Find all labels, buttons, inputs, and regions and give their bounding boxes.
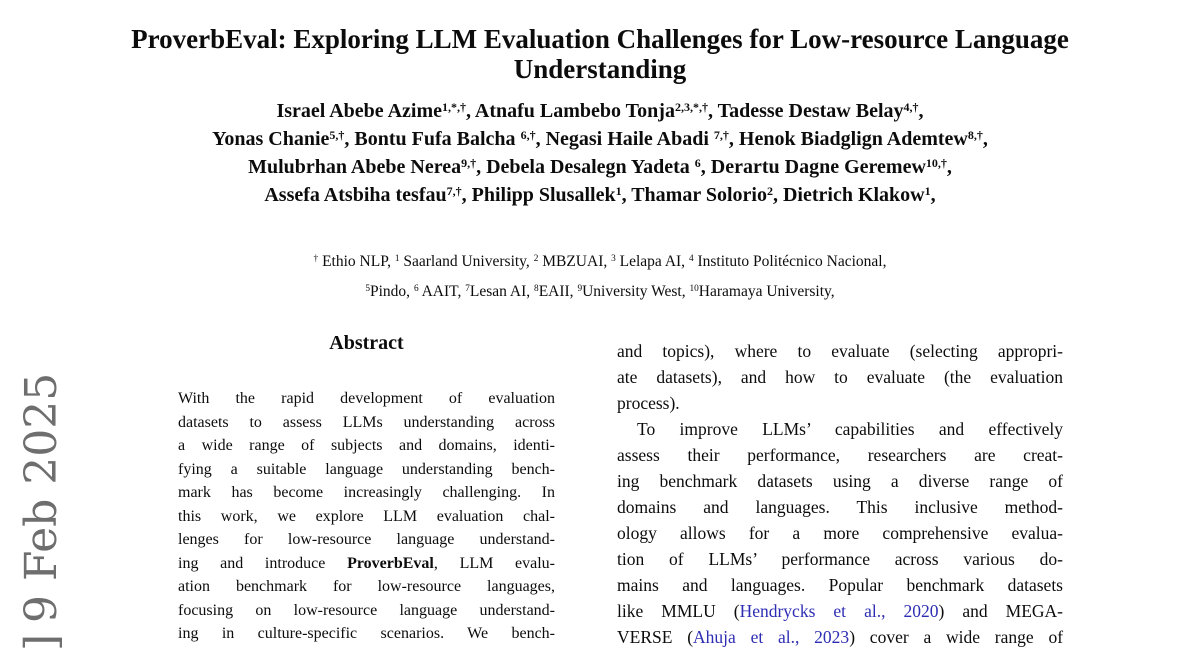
text-span: , Bontu Fufa Balcha xyxy=(344,128,521,150)
text-span: , xyxy=(946,156,952,178)
arxiv-stamp-bracket: ] xyxy=(16,633,67,651)
arxiv-stamp-date: 9 Feb 2025 xyxy=(16,372,67,623)
superscript-marker: 8 xyxy=(534,284,539,295)
body-line xyxy=(617,338,1063,364)
superscript-marker: 1 xyxy=(924,184,931,198)
text-span: mark has become increasingly challenging. In xyxy=(178,484,555,501)
text-span: , Debela Desalegn Yadeta xyxy=(476,156,695,178)
abstract-line xyxy=(178,505,555,529)
body-line xyxy=(617,442,1063,468)
superscript-marker: 7 xyxy=(465,284,470,295)
abstract-line xyxy=(178,528,555,552)
text-span: Yonas Chanie xyxy=(212,128,330,150)
author-line xyxy=(80,125,1120,153)
abstract-text xyxy=(178,387,555,646)
abstract-line xyxy=(178,411,555,435)
body-line xyxy=(617,416,1063,442)
text-span: University West, xyxy=(582,283,690,300)
superscript-marker: 5 xyxy=(365,284,370,295)
body-line xyxy=(617,364,1063,390)
abstract-line xyxy=(178,599,555,623)
body-line xyxy=(617,546,1063,572)
body-line xyxy=(617,468,1063,494)
text-span: ) cover a wide range of xyxy=(849,627,1064,647)
text-span: , xyxy=(930,184,936,206)
text-span: process). xyxy=(617,393,680,413)
author-line xyxy=(80,97,1120,125)
text-span: VERSE ( xyxy=(617,627,694,647)
abstract-line xyxy=(178,387,555,411)
superscript-marker: 9,† xyxy=(461,156,477,170)
citation-link[interactable]: Hendrycks et al., 2020 xyxy=(739,601,939,621)
author-list xyxy=(80,97,1120,209)
text-span: , Negasi Haile Abadi xyxy=(535,128,714,150)
text-span: Haramaya University, xyxy=(698,283,835,300)
superscript-marker: 10 xyxy=(689,284,699,295)
text-span: Instituto Politécnico Nacional, xyxy=(693,253,887,270)
text-span: MBZUAI, xyxy=(538,253,612,270)
bold-text: ProverbEval xyxy=(347,554,434,572)
abstract-line xyxy=(178,434,555,458)
superscript-marker: 6 xyxy=(694,156,701,170)
text-span: AAIT, xyxy=(418,283,466,300)
text-span: ing and introduce xyxy=(178,554,348,572)
superscript-marker: 8,† xyxy=(967,128,983,142)
text-span: Lesan AI, xyxy=(469,283,535,300)
text-span: , Henok Biadglign Ademtew xyxy=(728,128,968,150)
text-span: , xyxy=(918,100,924,122)
text-span: ) and MEGA- xyxy=(938,601,1063,621)
superscript-marker: 4 xyxy=(688,254,694,265)
superscript-marker: 6 xyxy=(413,284,419,295)
superscript-marker: 1,*,† xyxy=(441,100,466,114)
superscript-marker: 2 xyxy=(766,184,773,198)
text-span: , Derartu Dagne Geremew xyxy=(700,156,926,178)
text-span: ology allows for a more comprehensive evalua- xyxy=(617,523,1063,543)
text-span: ing in culture-specific scenarios. We bench- xyxy=(178,625,555,642)
author-line xyxy=(80,181,1120,209)
text-span: mains and languages. Popular benchmark datasets xyxy=(617,575,1063,595)
text-span: and topics), where to evaluate (selecting appropri- xyxy=(617,341,1063,361)
text-span: , LLM evalu- xyxy=(433,554,556,572)
text-span: Saarland University, xyxy=(399,253,534,270)
superscript-marker: 7,† xyxy=(446,184,462,198)
superscript-marker: 1 xyxy=(394,254,400,265)
body-line xyxy=(617,624,1063,650)
text-span: a wide range of subjects and domains, identi- xyxy=(178,437,555,454)
abstract-line xyxy=(178,481,555,505)
superscript-marker: 5,† xyxy=(329,128,345,142)
body-line xyxy=(617,572,1063,598)
superscript-marker: 7,† xyxy=(713,128,729,142)
text-span: Ethio NLP, xyxy=(318,253,395,270)
affiliation-list xyxy=(100,247,1100,307)
text-span: focusing on low-resource language understand- xyxy=(178,601,555,619)
text-span: tion of LLMs’ performance across various do- xyxy=(617,549,1063,569)
superscript-marker: 4,† xyxy=(903,100,919,114)
text-span: , Tadesse Destaw Belay xyxy=(707,100,904,122)
superscript-marker: 6,† xyxy=(520,128,536,142)
abstract-line xyxy=(178,575,555,599)
text-span: like MMLU ( xyxy=(617,601,740,621)
abstract-line xyxy=(178,552,555,576)
superscript-marker: 3 xyxy=(611,254,616,265)
body-column-right xyxy=(617,338,1063,650)
text-span: To improve LLMs’ capabilities and effectively xyxy=(637,419,1063,439)
text-span: , xyxy=(982,128,988,150)
body-line xyxy=(617,598,1063,624)
text-span: fying a suitable language understanding bench- xyxy=(178,460,555,478)
superscript-marker: 1 xyxy=(615,184,622,198)
abstract-heading: Abstract xyxy=(329,332,404,354)
affiliation-line xyxy=(100,247,1100,277)
author-line xyxy=(80,153,1120,181)
superscript-marker: 9 xyxy=(577,284,583,295)
text-span: , Dietrich Klakow xyxy=(772,184,925,206)
text-span: Lelapa AI, xyxy=(615,253,689,270)
body-line xyxy=(617,494,1063,520)
superscript-marker: 10,† xyxy=(925,156,947,170)
text-span: datasets to assess LLMs understanding across xyxy=(178,413,555,431)
paper-title: ProverbEval: Exploring LLM Evaluation Challenges for Low-resource Language Understanding xyxy=(131,24,1069,84)
text-span: Assefa Atsbiha tesfau xyxy=(264,184,447,206)
text-span: , Thamar Solorio xyxy=(621,184,767,206)
superscript-marker: 2 xyxy=(533,254,539,265)
abstract-line xyxy=(178,622,555,646)
affiliation-line xyxy=(100,277,1100,307)
text-span: With the rapid development of evaluation xyxy=(178,390,555,407)
superscript-marker: 2,3,*,† xyxy=(674,100,708,114)
abstract-line xyxy=(178,458,555,482)
text-span: lenges for low-resource language understand- xyxy=(178,531,555,548)
text-span: domains and languages. This inclusive method- xyxy=(617,497,1063,517)
text-span: Mulubrhan Abebe Nerea xyxy=(248,156,462,178)
text-span: Israel Abebe Azime xyxy=(276,100,442,122)
text-span: ate datasets), and how to evaluate (the evaluation xyxy=(617,367,1063,387)
text-span: EAII, xyxy=(538,283,578,300)
text-span: this work, we explore LLM evaluation chal- xyxy=(178,507,555,525)
text-span: Pindo, xyxy=(370,283,414,300)
superscript-marker: † xyxy=(313,254,319,265)
text-span: ing benchmark datasets using a diverse range of xyxy=(617,471,1063,491)
citation-link[interactable]: Ahuja et al., 2023 xyxy=(693,627,850,647)
text-span: ation benchmark for low-resource languages, xyxy=(178,578,555,595)
body-line xyxy=(617,520,1063,546)
text-span: , Philipp Slusallek xyxy=(461,184,616,206)
text-span: assess their performance, researchers are creat- xyxy=(617,445,1063,465)
body-line xyxy=(617,390,1063,416)
text-span: , Atnafu Lambebo Tonja xyxy=(465,100,675,122)
